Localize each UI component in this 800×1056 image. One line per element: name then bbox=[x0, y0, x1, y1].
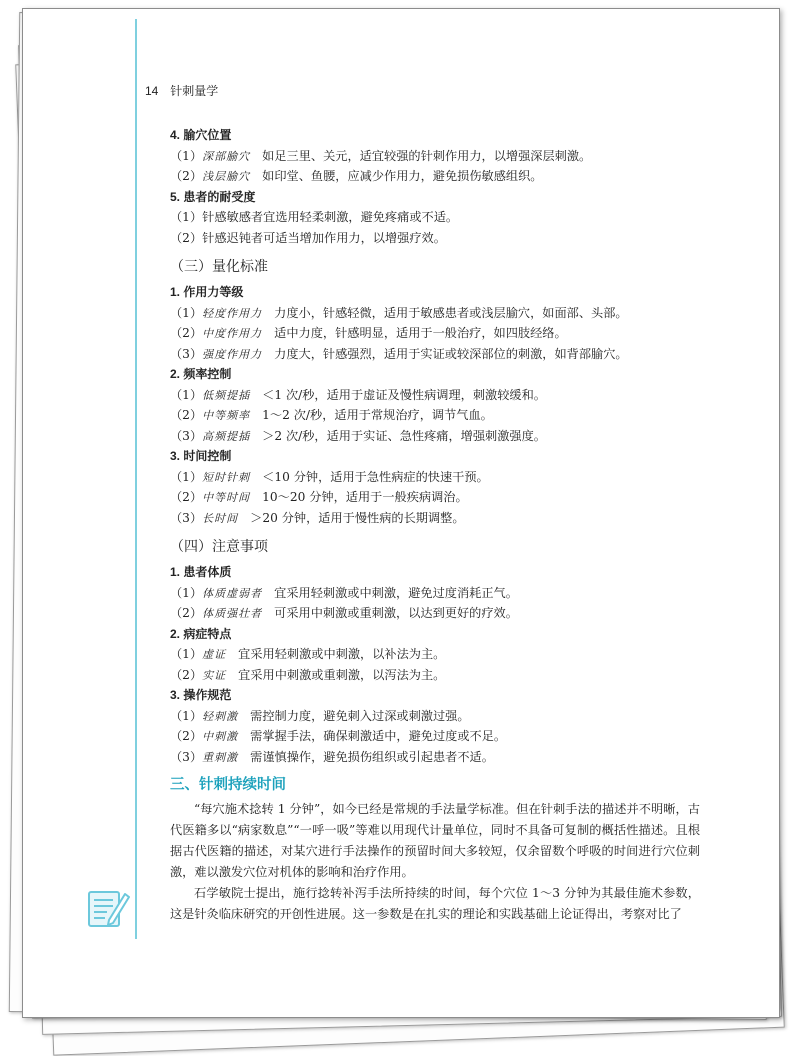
section-heading: （四）注意事项 bbox=[170, 539, 268, 555]
subheading: 2. 频率控制 bbox=[170, 367, 232, 381]
list-item: （3）强度作用力 力度大，针感强烈，适用于实证或较深部位的刺激，如背部腧穴。 bbox=[170, 346, 628, 361]
list-item: （2）针感迟钝者可适当增加作用力，以增强疗效。 bbox=[170, 230, 446, 245]
list-item: （3）重刺激 需谨慎操作，避免损伤组织或引起患者不适。 bbox=[170, 749, 494, 764]
list-item: （3）长时间 ＞20 分钟，适用于慢性病的长期调整。 bbox=[170, 510, 465, 525]
list-item: （3）高频提插 ＞2 次/秒，适用于实证、急性疼痛，增强刺激强度。 bbox=[170, 428, 546, 443]
running-header bbox=[145, 82, 218, 99]
subheading: 3. 操作规范 bbox=[170, 688, 232, 702]
book-page bbox=[22, 8, 780, 1018]
list-item: （1）针感敏感者宜选用轻柔刺激，避免疼痛或不适。 bbox=[170, 210, 459, 224]
subheading: 3. 时间控制 bbox=[170, 449, 232, 463]
page-body bbox=[170, 125, 700, 925]
list-item: （1）虚证 宜采用轻刺激或中刺激，以补法为主。 bbox=[170, 647, 446, 661]
margin-rule bbox=[135, 19, 137, 939]
list-item: （2）中等频率 1～2 次/秒，适用于常规治疗，调节气血。 bbox=[170, 408, 493, 422]
chapter-section-heading: 三、针刺持续时间 bbox=[170, 777, 286, 793]
list-item: （2）中刺激 需掌握手法，确保刺激适中，避免过度或不足。 bbox=[170, 729, 507, 743]
subheading: 5. 患者的耐受度 bbox=[170, 189, 256, 204]
section-heading: （三）量化标准 bbox=[170, 259, 268, 275]
list-item: （2）中度作用力 适中力度，针感明显，适用于一般治疗，如四肢经络。 bbox=[170, 326, 567, 340]
subheading: 4. 腧穴位置 bbox=[170, 128, 232, 142]
subheading: 1. 作用力等级 bbox=[170, 285, 244, 299]
list-item: （2）实证 宜采用中刺激或重刺激，以泻法为主。 bbox=[170, 667, 446, 682]
list-item: （2）中等时间 10～20 分钟，适用于一般疾病调治。 bbox=[170, 490, 468, 504]
subheading: 2. 病症特点 bbox=[170, 626, 232, 641]
list-item: （1）体质虚弱者 宜采用轻刺激或中刺激，避免过度消耗正气。 bbox=[170, 585, 518, 600]
list-item: （1）短时针刺 ＜10 分钟，适用于急性病症的快速干预。 bbox=[170, 469, 489, 484]
list-item: （2）体质强壮者 可采用中刺激或重刺激，以达到更好的疗效。 bbox=[170, 606, 518, 620]
list-item: （1）轻度作用力 力度小，针感轻微，适用于敏感患者或浅层腧穴，如面部、头部。 bbox=[170, 305, 628, 320]
subheading: 1. 患者体质 bbox=[170, 565, 232, 579]
list-item: （1）低频提插 ＜1 次/秒，适用于虚证及慢性病调理，刺激较缓和。 bbox=[170, 387, 546, 402]
list-item: （1）轻刺激 需控制力度，避免刺入过深或刺激过强。 bbox=[170, 708, 470, 723]
notes-icon bbox=[85, 884, 131, 930]
body-paragraph: “每穴施术捻转 1 分钟”，如今已经是常规的手法量学标准。但在针刺手法的描述并不明晰，古代医籍多以“病家数息”“一呼一吸”等难以用现代计量单位，同时不具备可复制的概括性描述。且根据古代医籍的描述，对某穴进行手法操作的预留时间大多较短，仅余留数个呼吸的时间进行穴位刺激，难以激发穴位对机体的影响和治疗作用。 bbox=[170, 802, 700, 879]
running-title: 针刺量学 bbox=[170, 84, 219, 98]
page-number: 14 bbox=[145, 84, 159, 98]
list-item: （1）深部腧穴 如足三里、关元，适宜较强的针刺作用力，以增强深层刺激。 bbox=[170, 148, 592, 163]
list-item: （2）浅层腧穴 如印堂、鱼腰，应减少作用力，避免损伤敏感组织。 bbox=[170, 169, 543, 183]
body-paragraph: 石学敏院士提出，施行捻转补泻手法所持续的时间，每个穴位 1～3 分钟为其最佳施术参数，这是针灸临床研究的开创性进展。这一参数是在扎实的理论和实践基础上论证得出，考察对比了 bbox=[170, 886, 700, 921]
